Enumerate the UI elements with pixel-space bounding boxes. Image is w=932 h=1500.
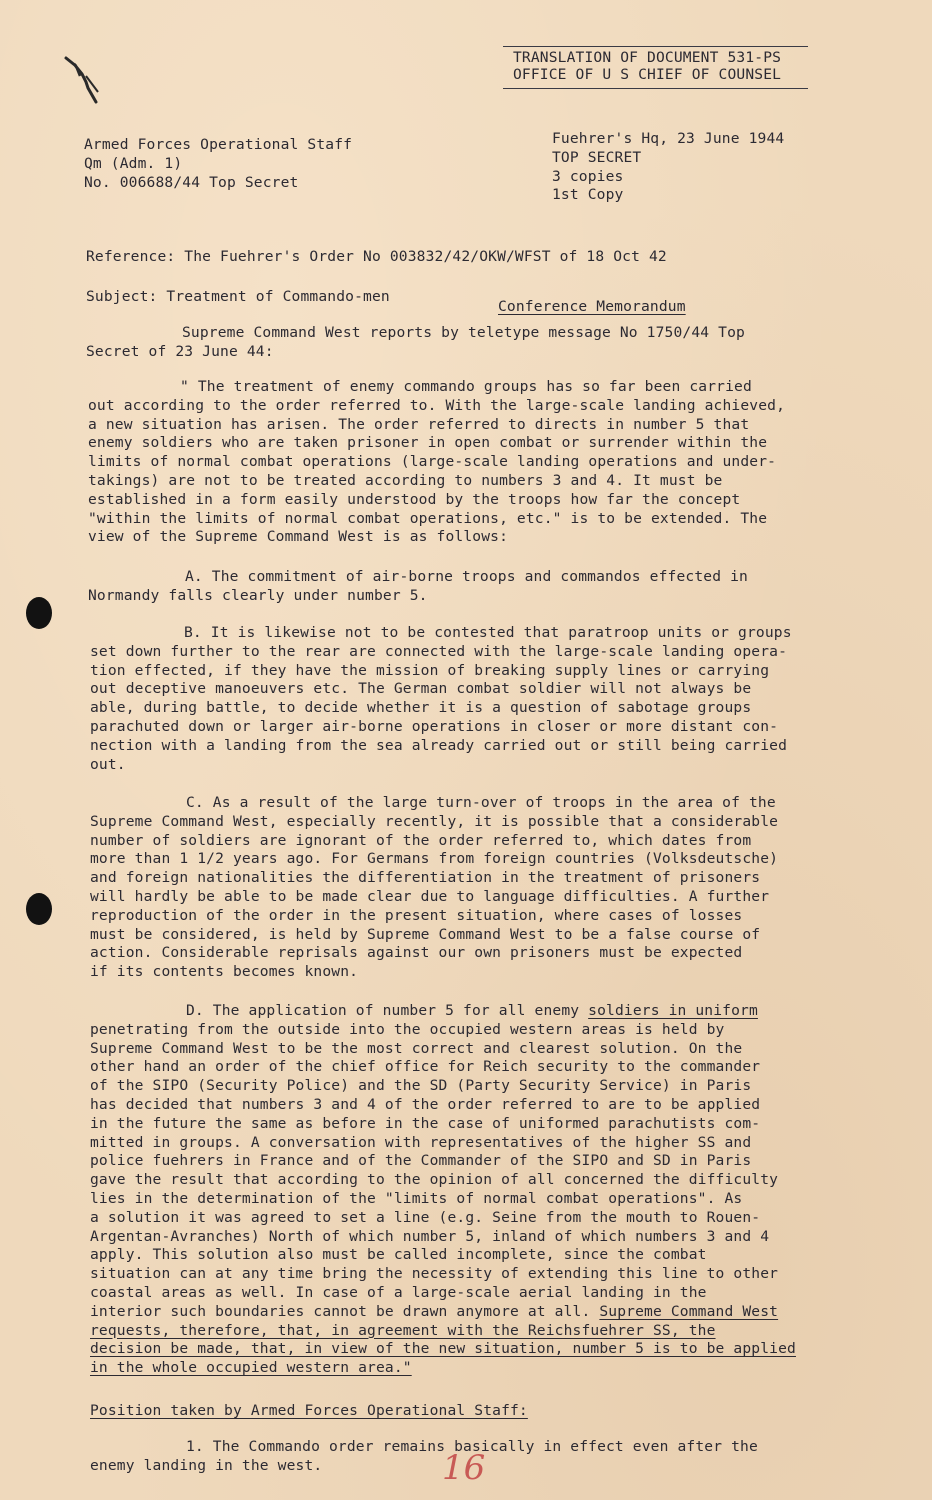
para-d-mixed-underlined: Supreme Command West: [599, 1302, 779, 1320]
para-d-underlined-line: decision be made, that, in view of the new situation, number 5 is to be applied: [90, 1340, 796, 1358]
quote-line: out according to the order referred to. With the large-scale landing achieved,: [88, 396, 786, 414]
para-b-line: nection with a landing from the sea already carried out or still being carried: [90, 736, 788, 754]
para-d-line: other hand an order of the chief office for Reich security to the commander: [90, 1058, 761, 1076]
header-line-2: OFFICE OF U S CHIEF OF COUNSEL: [513, 66, 782, 83]
para-d-first-underlined: soldiers in uniform: [588, 1002, 758, 1019]
paragraph-a: [88, 568, 748, 606]
para-c-line: number of soldiers are ignorant of the order referred to, which dates from: [90, 831, 752, 849]
para-c-line: more than 1 1/2 years ago. For Germans from foreign countries (Volksdeutsche): [90, 850, 779, 868]
date-block: [552, 130, 784, 205]
quote-paragraph: [88, 378, 785, 547]
header-bottom-rule: [503, 88, 808, 89]
memo-title: Conference Memorandum: [498, 298, 686, 315]
para-d-line: has decided that numbers 3 and 4 of the order referred to are to be applied: [90, 1095, 761, 1113]
date-line-4: 1st Copy: [552, 186, 624, 204]
para-d-first-prefix: D. The application of number 5 for all enemy: [186, 1002, 589, 1019]
position-heading: Position taken by Armed Forces Operational Staff:: [90, 1402, 528, 1419]
para-d-line: gave the result that according to the opinion of all concerned the difficulty: [90, 1171, 779, 1189]
quote-line: enemy soldiers who are taken prisoner in open combat or surrender within the: [88, 434, 768, 452]
para-a-line: Normandy falls clearly under number 5.: [88, 586, 428, 604]
point-1-line: 1. The Commando order remains basically in effect even after the: [186, 1438, 758, 1455]
para-d-underlined-line: in the whole occupied western area.": [90, 1359, 412, 1377]
sender-line-1: Armed Forces Operational Staff: [84, 136, 353, 153]
para-c-line: must be considered, is held by Supreme Command West to be a false course of: [90, 925, 761, 943]
para-c-line: action. Considerable reprisals against our own prisoners must be expected: [90, 944, 743, 962]
paragraph-c: [90, 794, 778, 982]
date-line-2: TOP SECRET: [552, 148, 642, 166]
para-b-line: tion effected, if they have the mission of breaking supply lines or carrying: [90, 661, 770, 679]
para-c-line: C. As a result of the large turn-over of troops in the area of the: [186, 794, 776, 811]
para-d-line: penetrating from the outside into the occupied western areas is held by: [90, 1020, 725, 1038]
para-d-line: mitted in groups. A conversation with representatives of the higher SS and: [90, 1133, 752, 1151]
quote-line: a new situation has arisen. The order referred to directs in number 5 that: [88, 415, 750, 433]
quote-line: established in a form easily understood by the troops how far the concept: [88, 490, 741, 508]
sender-line-3: No. 006688/44 Top Secret: [84, 173, 299, 191]
para-c-line: reproduction of the order in the present situation, where cases of losses: [90, 906, 743, 924]
para-d-line: in the future the same as before in the case of uniformed parachutists com-: [90, 1114, 761, 1132]
header-top-rule: [503, 46, 808, 47]
subject-line: Subject: Treatment of Commando-men: [86, 288, 390, 305]
para-a-line: A. The commitment of air-borne troops and commandos effected in: [185, 568, 748, 585]
para-b-line: out.: [90, 755, 126, 773]
intro-line-1: Supreme Command West reports by teletype message No 1750/44 Top: [182, 324, 745, 341]
para-d-line: situation can at any time bring the necessity of extending this line to other: [90, 1265, 779, 1283]
para-c-line: and foreign nationalities the differentiation in the treatment of prisoners: [90, 869, 761, 887]
quote-line: limits of normal combat operations (large-scale landing operations and under-: [88, 453, 777, 471]
para-b-line: set down further to the rear are connected with the large-scale landing opera-: [90, 642, 788, 660]
intro-line-2: Secret of 23 June 44:: [86, 342, 274, 360]
para-d-mixed-prefix: interior such boundaries cannot be drawn anymore at all.: [90, 1302, 600, 1320]
para-d-line: a solution it was agreed to set a line (e.g. Seine from the mouth to Rouen-: [90, 1208, 761, 1226]
quote-line: view of the Supreme Command West is as follows:: [88, 528, 509, 546]
page-number: 16: [442, 1448, 486, 1488]
quote-line: " The treatment of enemy commando groups has so far been carried: [180, 378, 752, 395]
quote-line: "within the limits of normal combat operations, etc." is to be extended. The: [88, 509, 768, 527]
para-d-line: coastal areas as well. In case of a large-scale aerial landing in the: [90, 1283, 707, 1301]
para-d-line: of the SIPO (Security Police) and the SD (Party Security Service) in Paris: [90, 1077, 752, 1095]
para-b-line: out deceptive manoeuvers etc. The German combat soldier will not always be: [90, 680, 752, 698]
para-d-line: apply. This solution also must be called incomplete, since the combat: [90, 1246, 707, 1264]
paragraph-b: [90, 624, 792, 774]
para-b-line: B. It is likewise not to be contested that paratroop units or groups: [184, 624, 792, 641]
point-1-line: enemy landing in the west.: [90, 1456, 323, 1474]
para-d-line: Argentan-Avranches) North of which number 5, inland of which numbers 3 and 4: [90, 1227, 770, 1245]
para-d-first-line: [90, 1002, 796, 1021]
paragraph-d: [90, 1002, 796, 1378]
para-d-line: police fuehrers in France and of the Commander of the SIPO and SD in Paris: [90, 1152, 752, 1170]
punch-hole-top: [26, 597, 52, 629]
para-d-mixed-line: [90, 1303, 796, 1322]
para-c-line: Supreme Command West, especially recently, it is possible that a considerable: [90, 812, 779, 830]
para-b-line: parachuted down or larger air-borne operations in closer or more distant con-: [90, 717, 779, 735]
date-line-3: 3 copies: [552, 167, 624, 185]
para-c-line: will hardly be able to be made clear due to language difficulties. A further: [90, 887, 770, 905]
header-line-1: TRANSLATION OF DOCUMENT 531-PS: [513, 49, 782, 66]
para-d-line: lies in the determination of the "limits of normal combat operations". As: [90, 1189, 743, 1207]
translation-header: [503, 46, 811, 89]
sender-line-2: Qm (Adm. 1): [84, 154, 183, 172]
date-line-1: Fuehrer's Hq, 23 June 1944: [552, 130, 785, 147]
sender-block: [84, 136, 352, 192]
para-c-line: if its contents becomes known.: [90, 963, 359, 981]
para-d-line: Supreme Command West to be the most correct and clearest solution. On the: [90, 1039, 743, 1057]
punch-hole-bottom: [26, 893, 52, 925]
point-1: [90, 1438, 758, 1476]
pen-tick-mark: [62, 52, 122, 122]
para-d-underlined-line: requests, therefore, that, in agreement with the Reichsfuehrer SS, the: [90, 1321, 716, 1339]
quote-line: takings) are not to be treated according to numbers 3 and 4. It must be: [88, 471, 723, 489]
intro-paragraph: [86, 324, 745, 362]
reference-line: Reference: The Fuehrer's Order No 003832/42/OKW/WFST of 18 Oct 42: [86, 248, 667, 265]
para-b-line: able, during battle, to decide whether it is a question of sabotage groups: [90, 699, 752, 717]
